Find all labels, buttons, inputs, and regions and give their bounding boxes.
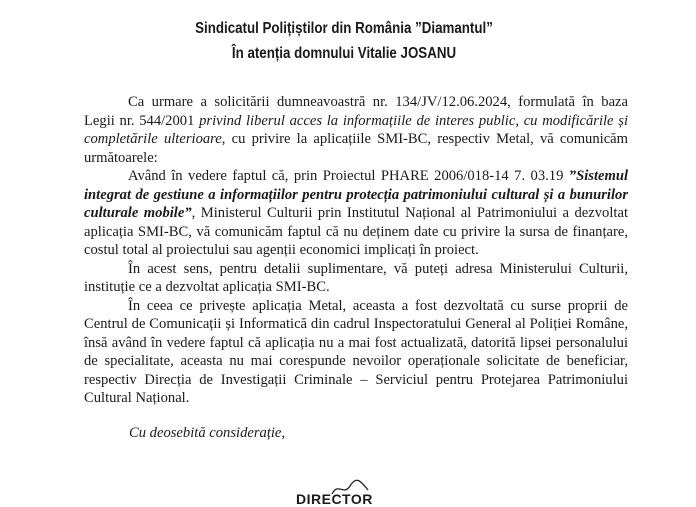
recipient-organization: Sindicatul Polițiștilor din România ”Diamantul” [195, 20, 493, 37]
paragraph-smi-bc-text-a: Având în vedere faptul că, prin Proiectul PHARE 2006/018-14 7. 03.19 [128, 168, 569, 184]
project-title-bold-italic: ”Sistemul integrat de gestiune a informațiilor pentru protecția patrimoniului cultural și a bunurilor culturale mobile” [84, 168, 628, 221]
paragraph-request [84, 93, 628, 167]
paragraph-request-text-c: , cu privire la aplicațiile SMI-BC, respectiv Metal, vă comunicăm următoarele: [84, 131, 629, 166]
law-title-italic: privind liberul acces la informațiile de interes public, cu modificările și completările ulterioare [84, 112, 628, 147]
closing-salutation: Cu deosebită considerație, [129, 425, 286, 441]
paragraph-request-text-a: Ca urmare a solicitării dumneavoastră nr. 134/JV/12.06.2024, formulată în baza Legii nr. 544/2001 [84, 94, 628, 129]
paragraph-smi-bc-text-c: , Ministerul Culturii prin Institutul Național al Patrimoniului a dezvoltat aplicația SMI-BC, vă comunicăm faptul că nu deținem date cu privire la sursa de finanțare, costul total al proiectului sau agenții economici implicați în proiect. [84, 205, 628, 258]
paragraph-metal: În ceea ce privește aplicația Metal, aceasta a fost dezvoltată cu surse proprii de Centrul de Comunicații și Informatică din cadrul Inspectoratului General al Poliției Române, însă având în vedere faptul că aplicația nu a mai fost actualizată, datorită lipsei personalului de specialitate, aceasta nu mai corespunde nevoilor operaționale solicitate de beneficiar, respectiv Direcția de Investigații Criminale – Serviciul pentru Protejarea Patrimoniului Cultural Național. [84, 297, 628, 406]
paragraph-ministry: În acest sens, pentru detalii suplimentare, vă puteți adresa Ministerului Culturii, instituție ce a dezvoltat aplicația SMI-BC. [84, 260, 628, 295]
signature-title: DIRECTOR [296, 491, 373, 507]
letter-body [84, 93, 628, 408]
paragraph-smi-bc [84, 167, 628, 260]
recipient-attention: În atenția domnului Vitalie JOSANU [231, 45, 457, 62]
